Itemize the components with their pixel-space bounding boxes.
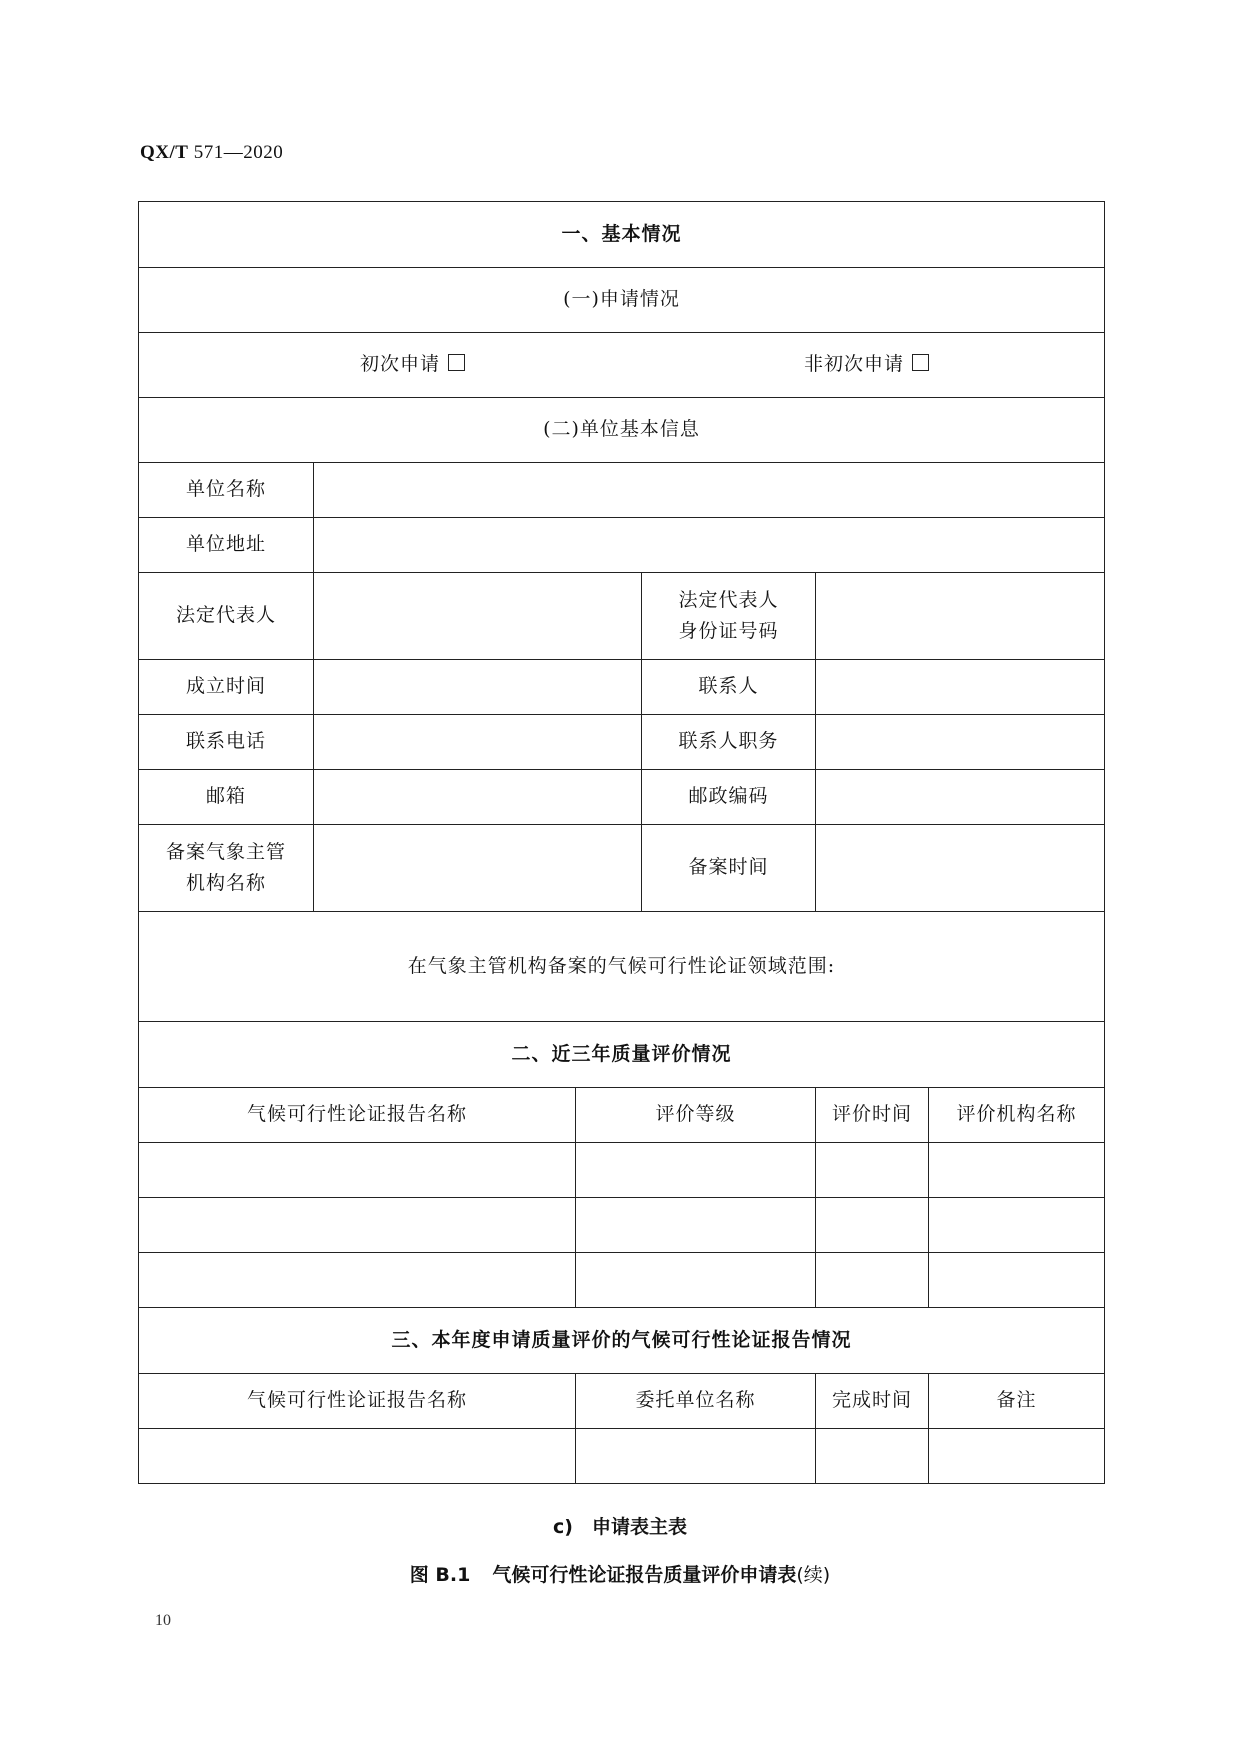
filing-scope-label: 在气象主管机构备案的气候可行性论证领域范围: xyxy=(407,954,836,977)
page-number: 10 xyxy=(155,1612,171,1629)
s2-col-time: 评价时间 xyxy=(816,1088,929,1143)
s2-col-agency: 评价机构名称 xyxy=(929,1088,1105,1143)
filing-agency-field[interactable] xyxy=(314,825,642,912)
unit-address-label: 单位地址 xyxy=(139,518,314,573)
table-row xyxy=(139,1429,1105,1484)
unit-name-label: 单位名称 xyxy=(139,463,314,518)
standard-number: 571—2020 xyxy=(193,142,284,163)
application-form-table xyxy=(138,201,1105,1484)
table-cell[interactable] xyxy=(139,1429,576,1484)
s3-col-remarks: 备注 xyxy=(929,1374,1105,1429)
sub-caption: c) 申请表主表 xyxy=(553,1516,687,1538)
section1-title: 一、基本情况 xyxy=(139,202,1105,268)
email-field[interactable] xyxy=(314,770,642,825)
contact-title-field[interactable] xyxy=(816,715,1105,770)
postcode-field[interactable] xyxy=(816,770,1105,825)
contact-label: 联系人 xyxy=(642,660,816,715)
legal-rep-id-label xyxy=(642,573,816,660)
phone-field[interactable] xyxy=(314,715,642,770)
table-cell[interactable] xyxy=(576,1198,816,1253)
figure-suffix: (续) xyxy=(796,1564,831,1586)
filing-agency-label xyxy=(139,825,314,912)
contact-title-label: 联系人职务 xyxy=(642,715,816,770)
legal-rep-label: 法定代表人 xyxy=(139,573,314,660)
legal-rep-id-line2: 身份证号码 xyxy=(678,620,779,642)
figure-label: 图 B.1 xyxy=(409,1564,471,1586)
legal-rep-field[interactable] xyxy=(314,573,642,660)
table-cell[interactable] xyxy=(816,1143,929,1198)
table-row xyxy=(139,1143,1105,1198)
unit-name-field[interactable] xyxy=(314,463,1105,518)
table-row xyxy=(139,1198,1105,1253)
established-label: 成立时间 xyxy=(139,660,314,715)
table-cell[interactable] xyxy=(929,1198,1105,1253)
repeat-application-option[interactable] xyxy=(804,349,929,380)
email-label: 邮箱 xyxy=(139,770,314,825)
unit-address-field[interactable] xyxy=(314,518,1105,573)
contact-field[interactable] xyxy=(816,660,1105,715)
table-cell[interactable] xyxy=(576,1143,816,1198)
application-status-heading: (一)申请情况 xyxy=(139,268,1105,333)
table-cell[interactable] xyxy=(139,1143,576,1198)
standard-code xyxy=(140,142,283,164)
s3-col-client: 委托单位名称 xyxy=(576,1374,816,1429)
first-application-label: 初次申请 xyxy=(359,353,440,376)
established-field[interactable] xyxy=(314,660,642,715)
figure-caption xyxy=(0,1560,1240,1587)
table-cell[interactable] xyxy=(139,1253,576,1308)
phone-label: 联系电话 xyxy=(139,715,314,770)
first-application-checkbox[interactable] xyxy=(448,354,465,371)
table-cell[interactable] xyxy=(929,1253,1105,1308)
filing-time-field[interactable] xyxy=(816,825,1105,912)
table-row xyxy=(139,1253,1105,1308)
table-cell[interactable] xyxy=(929,1143,1105,1198)
s3-col-completion: 完成时间 xyxy=(816,1374,929,1429)
table-cell[interactable] xyxy=(816,1253,929,1308)
section3-title: 三、本年度申请质量评价的气候可行性论证报告情况 xyxy=(139,1308,1105,1374)
table-cell[interactable] xyxy=(929,1429,1105,1484)
table-cell[interactable] xyxy=(139,1198,576,1253)
section2-title: 二、近三年质量评价情况 xyxy=(139,1022,1105,1088)
table-cell[interactable] xyxy=(816,1429,929,1484)
table-cell[interactable] xyxy=(816,1198,929,1253)
filing-agency-line2: 机构名称 xyxy=(185,872,266,894)
first-application-option[interactable] xyxy=(360,349,465,380)
table-cell[interactable] xyxy=(576,1253,816,1308)
filing-agency-line1: 备案气象主管 xyxy=(165,840,286,863)
s2-col-grade: 评价等级 xyxy=(576,1088,816,1143)
unit-info-heading: (二)单位基本信息 xyxy=(139,398,1105,463)
standard-prefix: QX/T xyxy=(140,142,189,163)
figure-title: 气候可行性论证报告质量评价申请表 xyxy=(492,1564,797,1586)
repeat-application-label: 非初次申请 xyxy=(804,353,905,376)
postcode-label: 邮政编码 xyxy=(642,770,816,825)
legal-rep-id-line1: 法定代表人 xyxy=(678,588,779,611)
repeat-application-checkbox[interactable] xyxy=(912,354,929,371)
s3-col-report-name: 气候可行性论证报告名称 xyxy=(139,1374,576,1429)
table-cell[interactable] xyxy=(576,1429,816,1484)
filing-time-label: 备案时间 xyxy=(642,825,816,912)
filing-scope-field[interactable] xyxy=(139,912,1105,1022)
legal-rep-id-field[interactable] xyxy=(816,573,1105,660)
s2-col-report-name: 气候可行性论证报告名称 xyxy=(139,1088,576,1143)
